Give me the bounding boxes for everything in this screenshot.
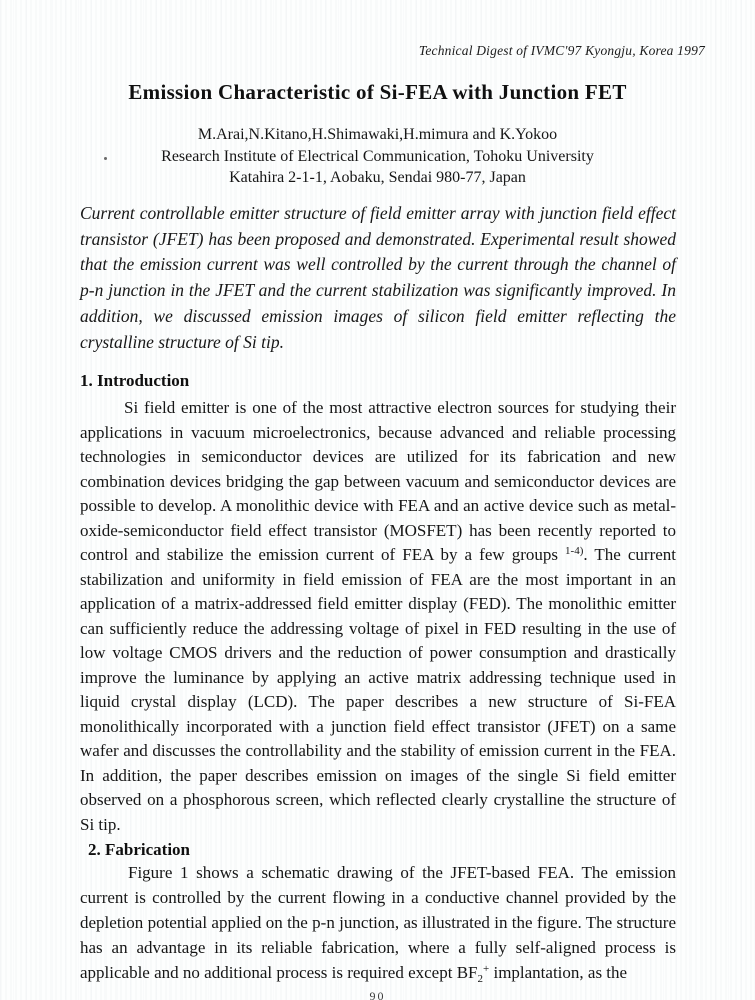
journal-header: Technical Digest of IVMC'97 Kyongju, Korea 1997 [418,43,705,58]
byline-block [0,124,755,189]
abstract-paragraph: Current controllable emitter structure of field emitter array with junction field effect transistor (JFET) has been proposed and demonstrated. Experimental result showed that the emission current was well controlled by the current through the channel of p-n junction in the JFET and the current stabilization was significantly improved. In addition, we discussed emission images of silicon field emitter reflecting the crystalline structure of Si tip. [80,203,676,352]
fabrication-paragraph: Figure 1 shows a schematic drawing of the JFET-based FEA. The emission current is controlled by the current flowing in a conductive channel provided by the depletion potential applied on the p-n junction, as illustrated in the figure. The structure has an advantage in its reliable fabrication, where a fully self-aligned process is applicable and no additional process is required except $BF_2^+$ implantation, as the [80,863,676,985]
scan-speck [104,157,107,160]
introduction-paragraph: Si field emitter is one of the most attractive electron sources for studying their applications in vacuum microelectronics, because advanced and reliable processing technologies in semiconductor devices are utilized for its fabrication and new combination devices bridging the gap between vacuum and semiconductor devices are possible to develop. A monolithic device with FEA and an active device such as metal-oxide-semiconductor field effect transistor (MOSFET) has been recently reported to control and stabilize the emission current of FEA by a few groups $^{1-4)}$. The current stabilization and uniformity in field emission of FEA are the most important in an application of a matrix-addressed field emitter display (FED). The monolithic emitter can sufficiently reduce the addressing voltage of pixel in FED resulting in the use of low voltage CMOS drivers and the reduction of power consumption and drastically improve the luminance by applying an active matrix addressing technique used in liquid crystal display (LCD). The paper describes a new structure of Si-FEA monolithically incorporated with a junction field effect transistor (JFET) on a same wafer and discusses the controllability and the stability of emission current in the FEA. In addition, the paper describes emission on images of the single Si field emitter observed on a phosphorous screen, which reflected clearly crystalline the structure of Si tip. [80,398,676,834]
page-number: 90 [369,989,386,1000]
section-heading-introduction: 1. Introduction [80,371,190,390]
section-heading-fabrication: 2. Fabrication [88,840,190,859]
authors-line: M.Arai,N.Kitano,H.Shimawaki,H.mimura and K.Yokoo [197,126,558,143]
affiliation-line: Research Institute of Electrical Communication, Tohoku University [161,147,594,165]
paper-title: Emission Characteristic of Si-FEA with Junction FET [128,80,627,104]
address-line: Katahira 2-1-1, Aobaku, Sendai 980-77, Japan [229,169,526,186]
